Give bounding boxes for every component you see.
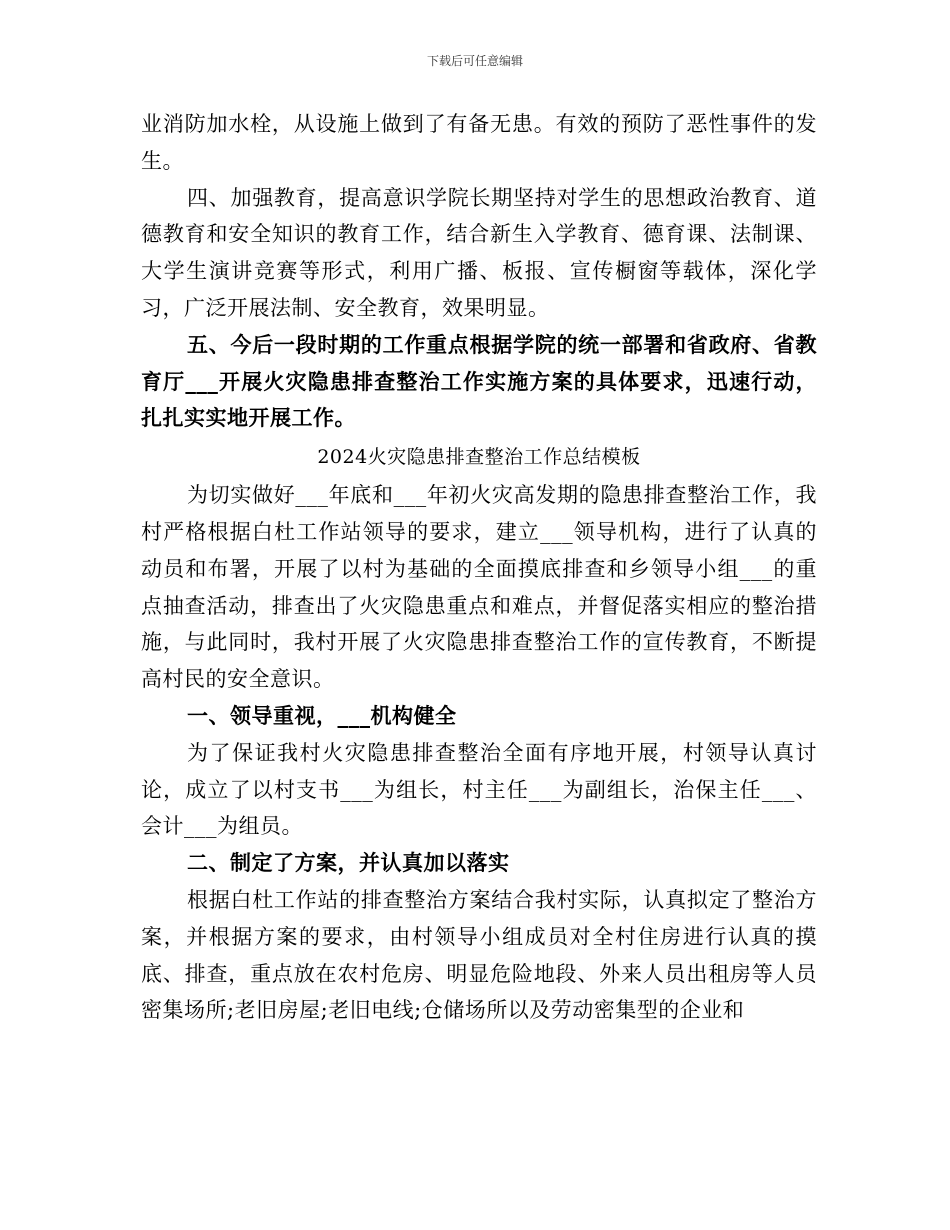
paragraph-section-four: 四、加强教育，提高意识学院长期坚持对学生的思想政治教育、道德教育和安全知识的教育工作，结合新生入学教育、德育课、法制课、大学生演讲竞赛等形式，利用广播、板报、宣传橱窗等载体，深化学习，广泛开展法制、安全教育，效果明显。 [141, 185, 817, 320]
section-body-1: 为了保证我村火灾隐患排查整治全面有序地开展，村领导认真讨论，成立了以村支书___为组长，村主任___为副组长，治保主任___、会计___为组员。 [141, 740, 817, 839]
section-body-2: 根据白杜工作站的排查整治方案结合我村实际，认真拟定了整治方案，并根据方案的要求，由村领导小组成员对全村住房进行认真的摸底、排查，重点放在农村危房、明显危险地段、外来人员出租房等人员密集场所;老旧房屋;老旧电线;仓储场所以及劳动密集型的企业和 [141, 887, 817, 1023]
section-heading-1: 一、领导重视，___机构健全 [187, 702, 457, 728]
paragraph-continuation: 业消防加水栓，从设施上做到了有备无患。有效的预防了恶性事件的发生。 [141, 112, 817, 173]
paragraph-section-five: 五、今后一段时期的工作重点根据学院的统一部署和省政府、省教育厅___开展火灾隐患排查整治工作实施方案的具体要求，迅速行动，扎扎实实地开展工作。 [141, 331, 817, 431]
document-title: 2024火灾隐患排查整治工作总结模板 [317, 446, 641, 469]
page-header: 下载后可任意编辑 [426, 54, 523, 68]
section-heading-2: 二、制定了方案，并认真加以落实 [187, 850, 510, 876]
document-body [141, 106, 817, 1029]
paragraph-intro: 为切实做好___年底和___年初火灾高发期的隐患排查整治工作，我村严格根据白杜工作站领导的要求，建立___领导机构，进行了认真的动员和布署，开展了以村为基础的全面摸底排查和乡领导小组___的重点抽查活动，排查出了火灾隐患重点和难点，并督促落实相应的整治措施，与此同时，我村开展了火灾隐患排查整治工作的宣传教育，不断提高村民的安全意识。 [141, 483, 817, 692]
